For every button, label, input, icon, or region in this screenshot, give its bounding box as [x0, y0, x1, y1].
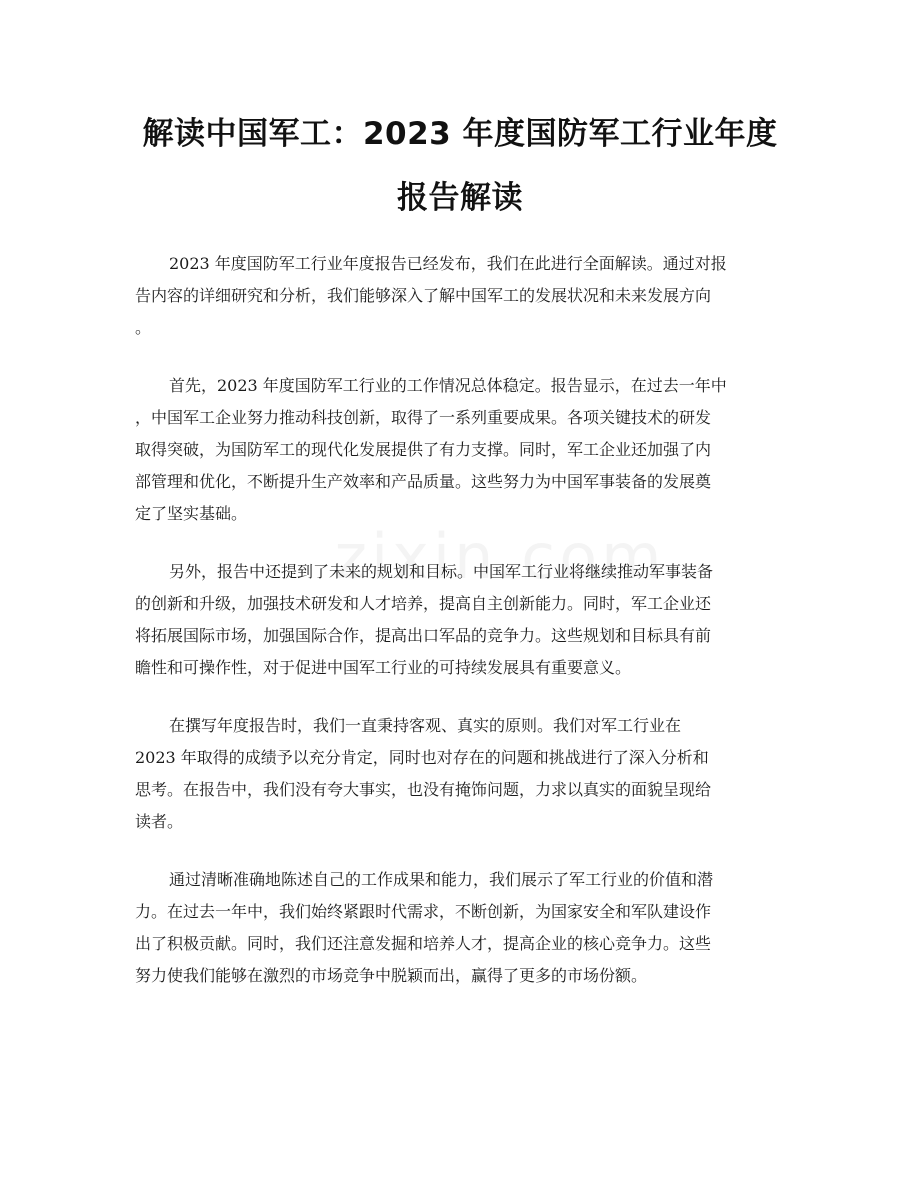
text-line: 通过清晰准确地陈述自己的工作成果和能力，我们展示了军工行业的价值和潜: [169, 870, 714, 889]
paragraph-2: [135, 370, 785, 530]
text-line: 首先，2023 年度国防军工行业的工作情况总体稳定。报告显示，在过去一年中: [169, 376, 727, 395]
paragraph-4: [135, 710, 785, 838]
text-line: 瞻性和可操作性，对于促进中国军工行业的可持续发展具有重要意义。: [135, 658, 632, 677]
text-line: 2023 年取得的成绩予以充分肯定，同时也对存在的问题和挑战进行了深入分析和: [135, 748, 709, 767]
title-line: 解读中国军工：2023 年度国防军工行业年度: [142, 116, 778, 152]
text-line: 。: [135, 318, 152, 337]
text-line: 定了坚实基础。: [135, 504, 248, 523]
text-line: 的创新和升级，加强技术研发和人才培养，提高自主创新能力。同时，军工企业还: [135, 594, 712, 613]
paragraph-5: [135, 864, 785, 992]
text-line: 将拓展国际市场，加强国际合作，提高出口军品的竞争力。这些规划和目标具有前: [135, 626, 712, 645]
text-line: 2023 年度国防军工行业年度报告已经发布，我们在此进行全面解读。通过对报: [169, 254, 727, 273]
text-line: 出了积极贡献。同时，我们还注意发掘和培养人才，提高企业的核心竞争力。这些: [135, 934, 712, 953]
text-line: 告内容的详细研究和分析，我们能够深入了解中国军工的发展状况和未来发展方向: [135, 286, 712, 305]
title-line: 报告解读: [397, 180, 523, 216]
text-line: 取得突破，为国防军工的现代化发展提供了有力支撑。同时，军工企业还加强了内: [135, 440, 712, 459]
document-title: [100, 102, 820, 230]
document-body: [135, 248, 785, 1018]
text-line: 读者。: [135, 812, 184, 831]
paragraph-1: [135, 248, 785, 344]
text-line: 努力使我们能够在激烈的市场竞争中脱颖而出，赢得了更多的市场份额。: [135, 966, 648, 985]
text-line: 另外，报告中还提到了未来的规划和目标。中国军工行业将继续推动军事装备: [169, 562, 714, 581]
text-line: 思考。在报告中，我们没有夸大事实，也没有掩饰问题，力求以真实的面貌呈现给: [135, 780, 712, 799]
text-line: 部管理和优化，不断提升生产效率和产品质量。这些努力为中国军事装备的发展奠: [135, 472, 712, 491]
text-line: ，中国军工企业努力推动科技创新，取得了一系列重要成果。各项关键技术的研发: [135, 408, 712, 427]
paragraph-3: [135, 556, 785, 684]
text-line: 在撰写年度报告时，我们一直秉持客观、真实的原则。我们对军工行业在: [169, 716, 682, 735]
text-line: 力。在过去一年中，我们始终紧跟时代需求，不断创新，为国家安全和军队建设作: [135, 902, 712, 921]
